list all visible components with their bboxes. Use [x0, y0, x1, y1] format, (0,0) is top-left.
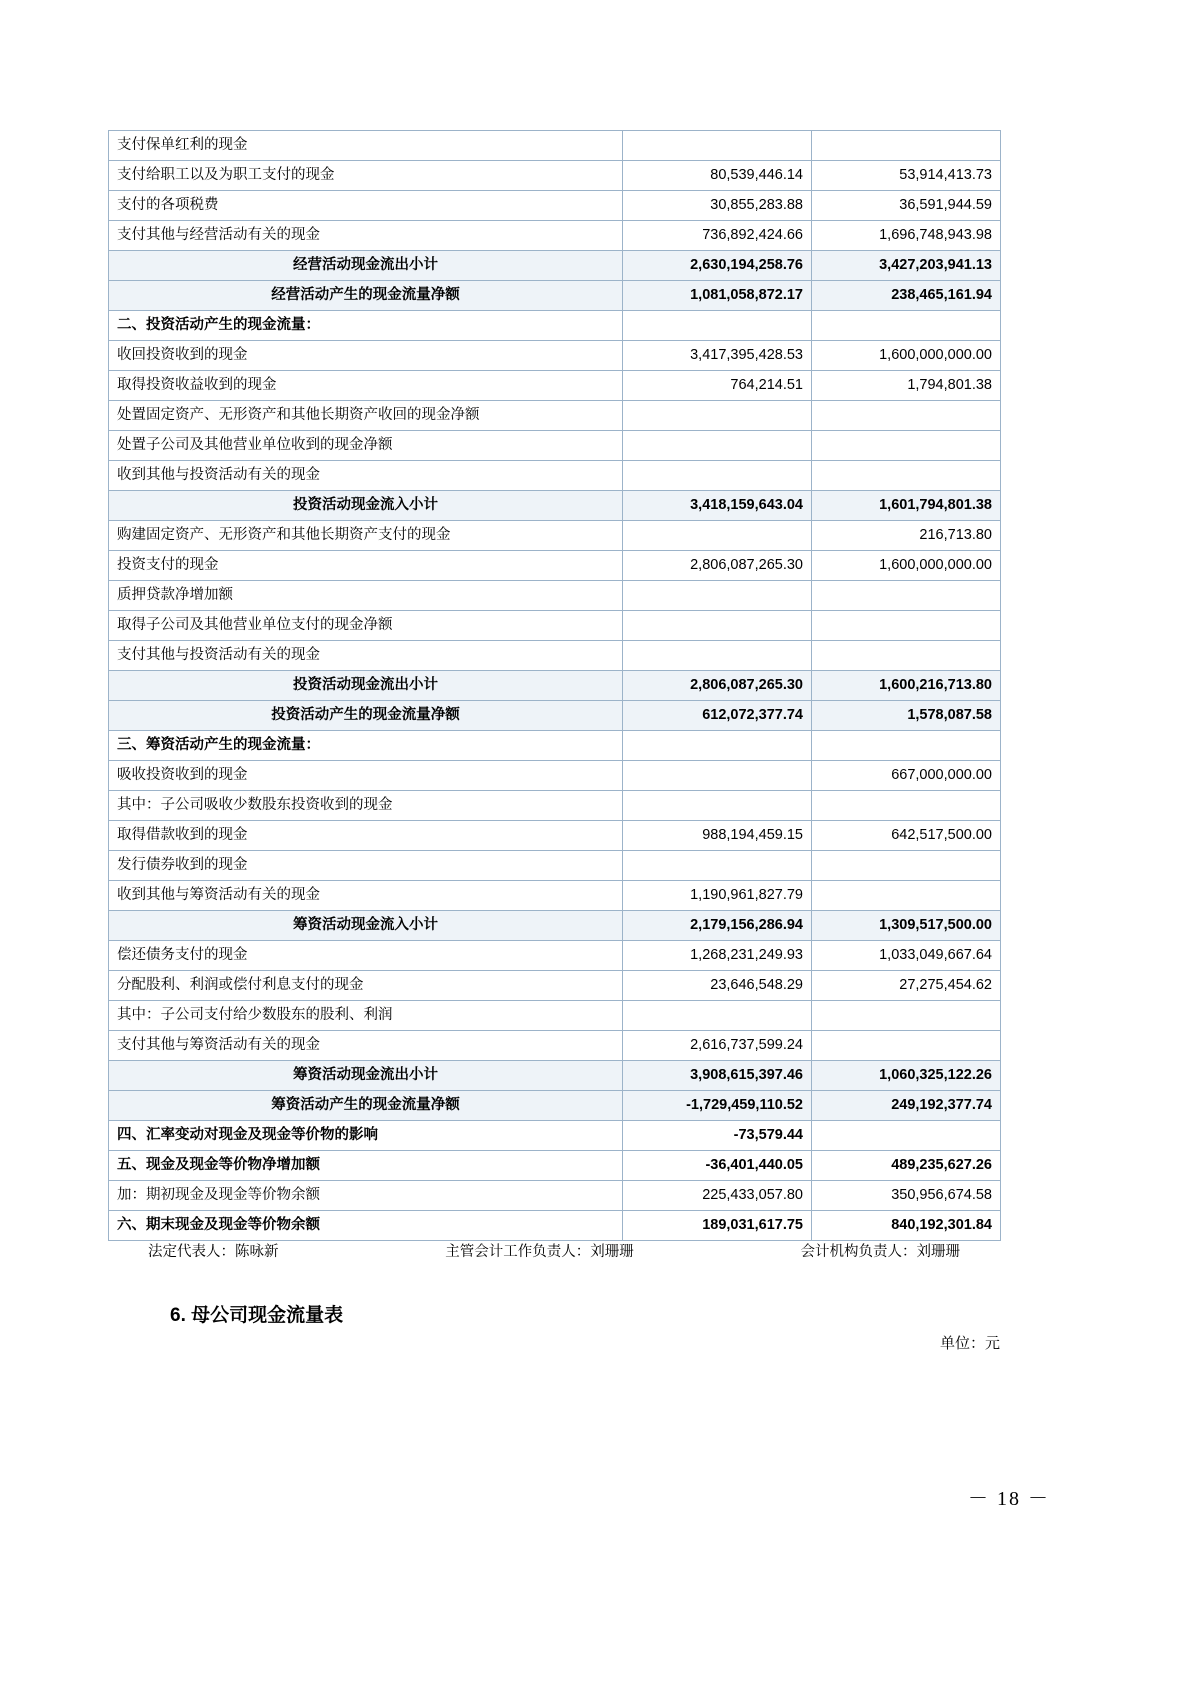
table-row	[109, 401, 1001, 431]
page-number: － 18 －	[968, 1488, 1050, 1510]
row-value-current: 225,433,057.80	[623, 1181, 812, 1211]
row-value-current	[623, 611, 812, 641]
row-label: 收到其他与投资活动有关的现金	[109, 461, 623, 491]
row-value-current: 988,194,459.15	[623, 821, 812, 851]
row-value-current: -73,579.44	[623, 1121, 812, 1151]
row-value-previous	[812, 731, 1001, 761]
table-row	[109, 701, 1001, 731]
row-label: 购建固定资产、无形资产和其他长期资产支付的现金	[109, 521, 623, 551]
row-value-previous	[812, 851, 1001, 881]
row-value-current	[623, 731, 812, 761]
row-value-previous: 642,517,500.00	[812, 821, 1001, 851]
row-value-current: 3,908,615,397.46	[623, 1061, 812, 1091]
row-value-previous	[812, 641, 1001, 671]
row-label: 其中：子公司吸收少数股东投资收到的现金	[109, 791, 623, 821]
row-value-previous: 53,914,413.73	[812, 161, 1001, 191]
accounting-institution-head: 会计机构负责人：刘珊珊	[800, 1244, 960, 1260]
table-row	[109, 281, 1001, 311]
row-value-current: -1,729,459,110.52	[623, 1091, 812, 1121]
row-label: 支付给职工以及为职工支付的现金	[109, 161, 623, 191]
row-value-current	[623, 851, 812, 881]
row-label: 其中：子公司支付给少数股东的股利、利润	[109, 1001, 623, 1031]
row-value-current: -36,401,440.05	[623, 1151, 812, 1181]
table-row	[109, 341, 1001, 371]
row-value-current	[623, 431, 812, 461]
row-label: 筹资活动产生的现金流量净额	[109, 1091, 623, 1121]
row-value-current	[623, 641, 812, 671]
row-value-current: 764,214.51	[623, 371, 812, 401]
row-value-previous: 667,000,000.00	[812, 761, 1001, 791]
table-row	[109, 761, 1001, 791]
table-row	[109, 461, 1001, 491]
table-row	[109, 521, 1001, 551]
table-row	[109, 671, 1001, 701]
row-value-previous: 350,956,674.58	[812, 1181, 1001, 1211]
row-value-previous: 36,591,944.59	[812, 191, 1001, 221]
row-value-current	[623, 311, 812, 341]
row-value-previous: 489,235,627.26	[812, 1151, 1001, 1181]
table-row	[109, 971, 1001, 1001]
table-row	[109, 1031, 1001, 1061]
row-value-current	[623, 761, 812, 791]
row-label: 处置固定资产、无形资产和其他长期资产收回的现金净额	[109, 401, 623, 431]
row-label: 收回投资收到的现金	[109, 341, 623, 371]
row-value-current: 189,031,617.75	[623, 1211, 812, 1241]
row-value-previous	[812, 791, 1001, 821]
table-row	[109, 191, 1001, 221]
legal-representative: 法定代表人：陈咏新	[148, 1244, 279, 1260]
row-label: 取得子公司及其他营业单位支付的现金净额	[109, 611, 623, 641]
row-value-previous: 1,600,216,713.80	[812, 671, 1001, 701]
row-value-previous: 216,713.80	[812, 521, 1001, 551]
row-label: 发行债券收到的现金	[109, 851, 623, 881]
row-value-current	[623, 461, 812, 491]
table-row	[109, 581, 1001, 611]
table-row	[109, 161, 1001, 191]
row-value-previous	[812, 431, 1001, 461]
row-label: 经营活动现金流出小计	[109, 251, 623, 281]
row-label: 偿还债务支付的现金	[109, 941, 623, 971]
row-label: 支付的各项税费	[109, 191, 623, 221]
row-value-previous: 27,275,454.62	[812, 971, 1001, 1001]
row-label: 投资支付的现金	[109, 551, 623, 581]
row-value-current: 30,855,283.88	[623, 191, 812, 221]
row-label: 投资活动现金流出小计	[109, 671, 623, 701]
row-value-current	[623, 791, 812, 821]
row-value-current	[623, 521, 812, 551]
row-label: 收到其他与筹资活动有关的现金	[109, 881, 623, 911]
row-value-current: 23,646,548.29	[623, 971, 812, 1001]
row-value-current: 736,892,424.66	[623, 221, 812, 251]
row-value-previous: 1,600,000,000.00	[812, 341, 1001, 371]
row-label: 取得借款收到的现金	[109, 821, 623, 851]
table-row	[109, 611, 1001, 641]
row-label: 质押贷款净增加额	[109, 581, 623, 611]
row-value-current: 2,806,087,265.30	[623, 551, 812, 581]
row-value-previous: 1,033,049,667.64	[812, 941, 1001, 971]
cash-flow-table-body	[109, 131, 1001, 1241]
row-value-previous	[812, 611, 1001, 641]
row-label: 吸收投资收到的现金	[109, 761, 623, 791]
row-value-current: 612,072,377.74	[623, 701, 812, 731]
row-label: 支付其他与投资活动有关的现金	[109, 641, 623, 671]
table-row	[109, 641, 1001, 671]
row-value-previous	[812, 1121, 1001, 1151]
row-label: 分配股利、利润或偿付利息支付的现金	[109, 971, 623, 1001]
row-value-current: 3,418,159,643.04	[623, 491, 812, 521]
table-row	[109, 1001, 1001, 1031]
row-value-current: 1,268,231,249.93	[623, 941, 812, 971]
table-row	[109, 131, 1001, 161]
row-label: 取得投资收益收到的现金	[109, 371, 623, 401]
table-row	[109, 791, 1001, 821]
table-row	[109, 311, 1001, 341]
row-label: 处置子公司及其他营业单位收到的现金净额	[109, 431, 623, 461]
table-row	[109, 251, 1001, 281]
table-row	[109, 731, 1001, 761]
row-value-previous: 1,309,517,500.00	[812, 911, 1001, 941]
table-row	[109, 1061, 1001, 1091]
table-row	[109, 911, 1001, 941]
row-value-current	[623, 1001, 812, 1031]
row-value-previous	[812, 401, 1001, 431]
row-value-previous: 1,794,801.38	[812, 371, 1001, 401]
cash-flow-table	[108, 130, 1001, 1241]
table-row	[109, 551, 1001, 581]
cash-flow-statement	[108, 130, 1000, 1241]
table-row	[109, 1121, 1001, 1151]
row-value-previous: 238,465,161.94	[812, 281, 1001, 311]
row-value-previous	[812, 581, 1001, 611]
row-value-current: 2,179,156,286.94	[623, 911, 812, 941]
table-row	[109, 431, 1001, 461]
row-value-previous: 1,578,087.58	[812, 701, 1001, 731]
row-value-previous: 1,060,325,122.26	[812, 1061, 1001, 1091]
row-value-previous	[812, 1001, 1001, 1031]
table-row	[109, 371, 1001, 401]
row-value-previous	[812, 881, 1001, 911]
row-value-current: 2,630,194,258.76	[623, 251, 812, 281]
row-value-previous: 3,427,203,941.13	[812, 251, 1001, 281]
row-label: 投资活动现金流入小计	[109, 491, 623, 521]
row-value-current	[623, 581, 812, 611]
row-value-current: 2,616,737,599.24	[623, 1031, 812, 1061]
row-label: 加：期初现金及现金等价物余额	[109, 1181, 623, 1211]
row-value-previous: 1,600,000,000.00	[812, 551, 1001, 581]
row-value-previous: 1,601,794,801.38	[812, 491, 1001, 521]
table-row	[109, 881, 1001, 911]
table-row	[109, 1211, 1001, 1241]
table-row	[109, 1091, 1001, 1121]
row-label: 三、筹资活动产生的现金流量：	[109, 731, 623, 761]
unit-label: 单位：元	[939, 1335, 1000, 1352]
table-row	[109, 221, 1001, 251]
row-value-current: 80,539,446.14	[623, 161, 812, 191]
row-value-previous	[812, 131, 1001, 161]
row-value-current: 1,081,058,872.17	[623, 281, 812, 311]
row-label: 支付保单红利的现金	[109, 131, 623, 161]
row-value-current: 3,417,395,428.53	[623, 341, 812, 371]
row-label: 二、投资活动产生的现金流量：	[109, 311, 623, 341]
signatories-row	[108, 1240, 1000, 1261]
section-heading: 6. 母公司现金流量表	[170, 1305, 344, 1326]
row-label: 四、汇率变动对现金及现金等价物的影响	[109, 1121, 623, 1151]
row-value-previous: 840,192,301.84	[812, 1211, 1001, 1241]
row-value-current	[623, 401, 812, 431]
accounting-work-supervisor: 主管会计工作负责人：刘珊珊	[445, 1244, 634, 1260]
row-value-current	[623, 131, 812, 161]
table-row	[109, 941, 1001, 971]
table-row	[109, 491, 1001, 521]
row-value-previous: 249,192,377.74	[812, 1091, 1001, 1121]
row-value-previous	[812, 311, 1001, 341]
row-value-current: 1,190,961,827.79	[623, 881, 812, 911]
row-value-previous: 1,696,748,943.98	[812, 221, 1001, 251]
table-row	[109, 1151, 1001, 1181]
row-label: 筹资活动现金流入小计	[109, 911, 623, 941]
table-row	[109, 1181, 1001, 1211]
row-value-current: 2,806,087,265.30	[623, 671, 812, 701]
row-label: 五、现金及现金等价物净增加额	[109, 1151, 623, 1181]
table-row	[109, 851, 1001, 881]
table-row	[109, 821, 1001, 851]
row-label: 支付其他与经营活动有关的现金	[109, 221, 623, 251]
row-label: 筹资活动现金流出小计	[109, 1061, 623, 1091]
row-value-previous	[812, 1031, 1001, 1061]
row-label: 经营活动产生的现金流量净额	[109, 281, 623, 311]
row-label: 投资活动产生的现金流量净额	[109, 701, 623, 731]
row-label: 六、期末现金及现金等价物余额	[109, 1211, 623, 1241]
row-value-previous	[812, 461, 1001, 491]
row-label: 支付其他与筹资活动有关的现金	[109, 1031, 623, 1061]
